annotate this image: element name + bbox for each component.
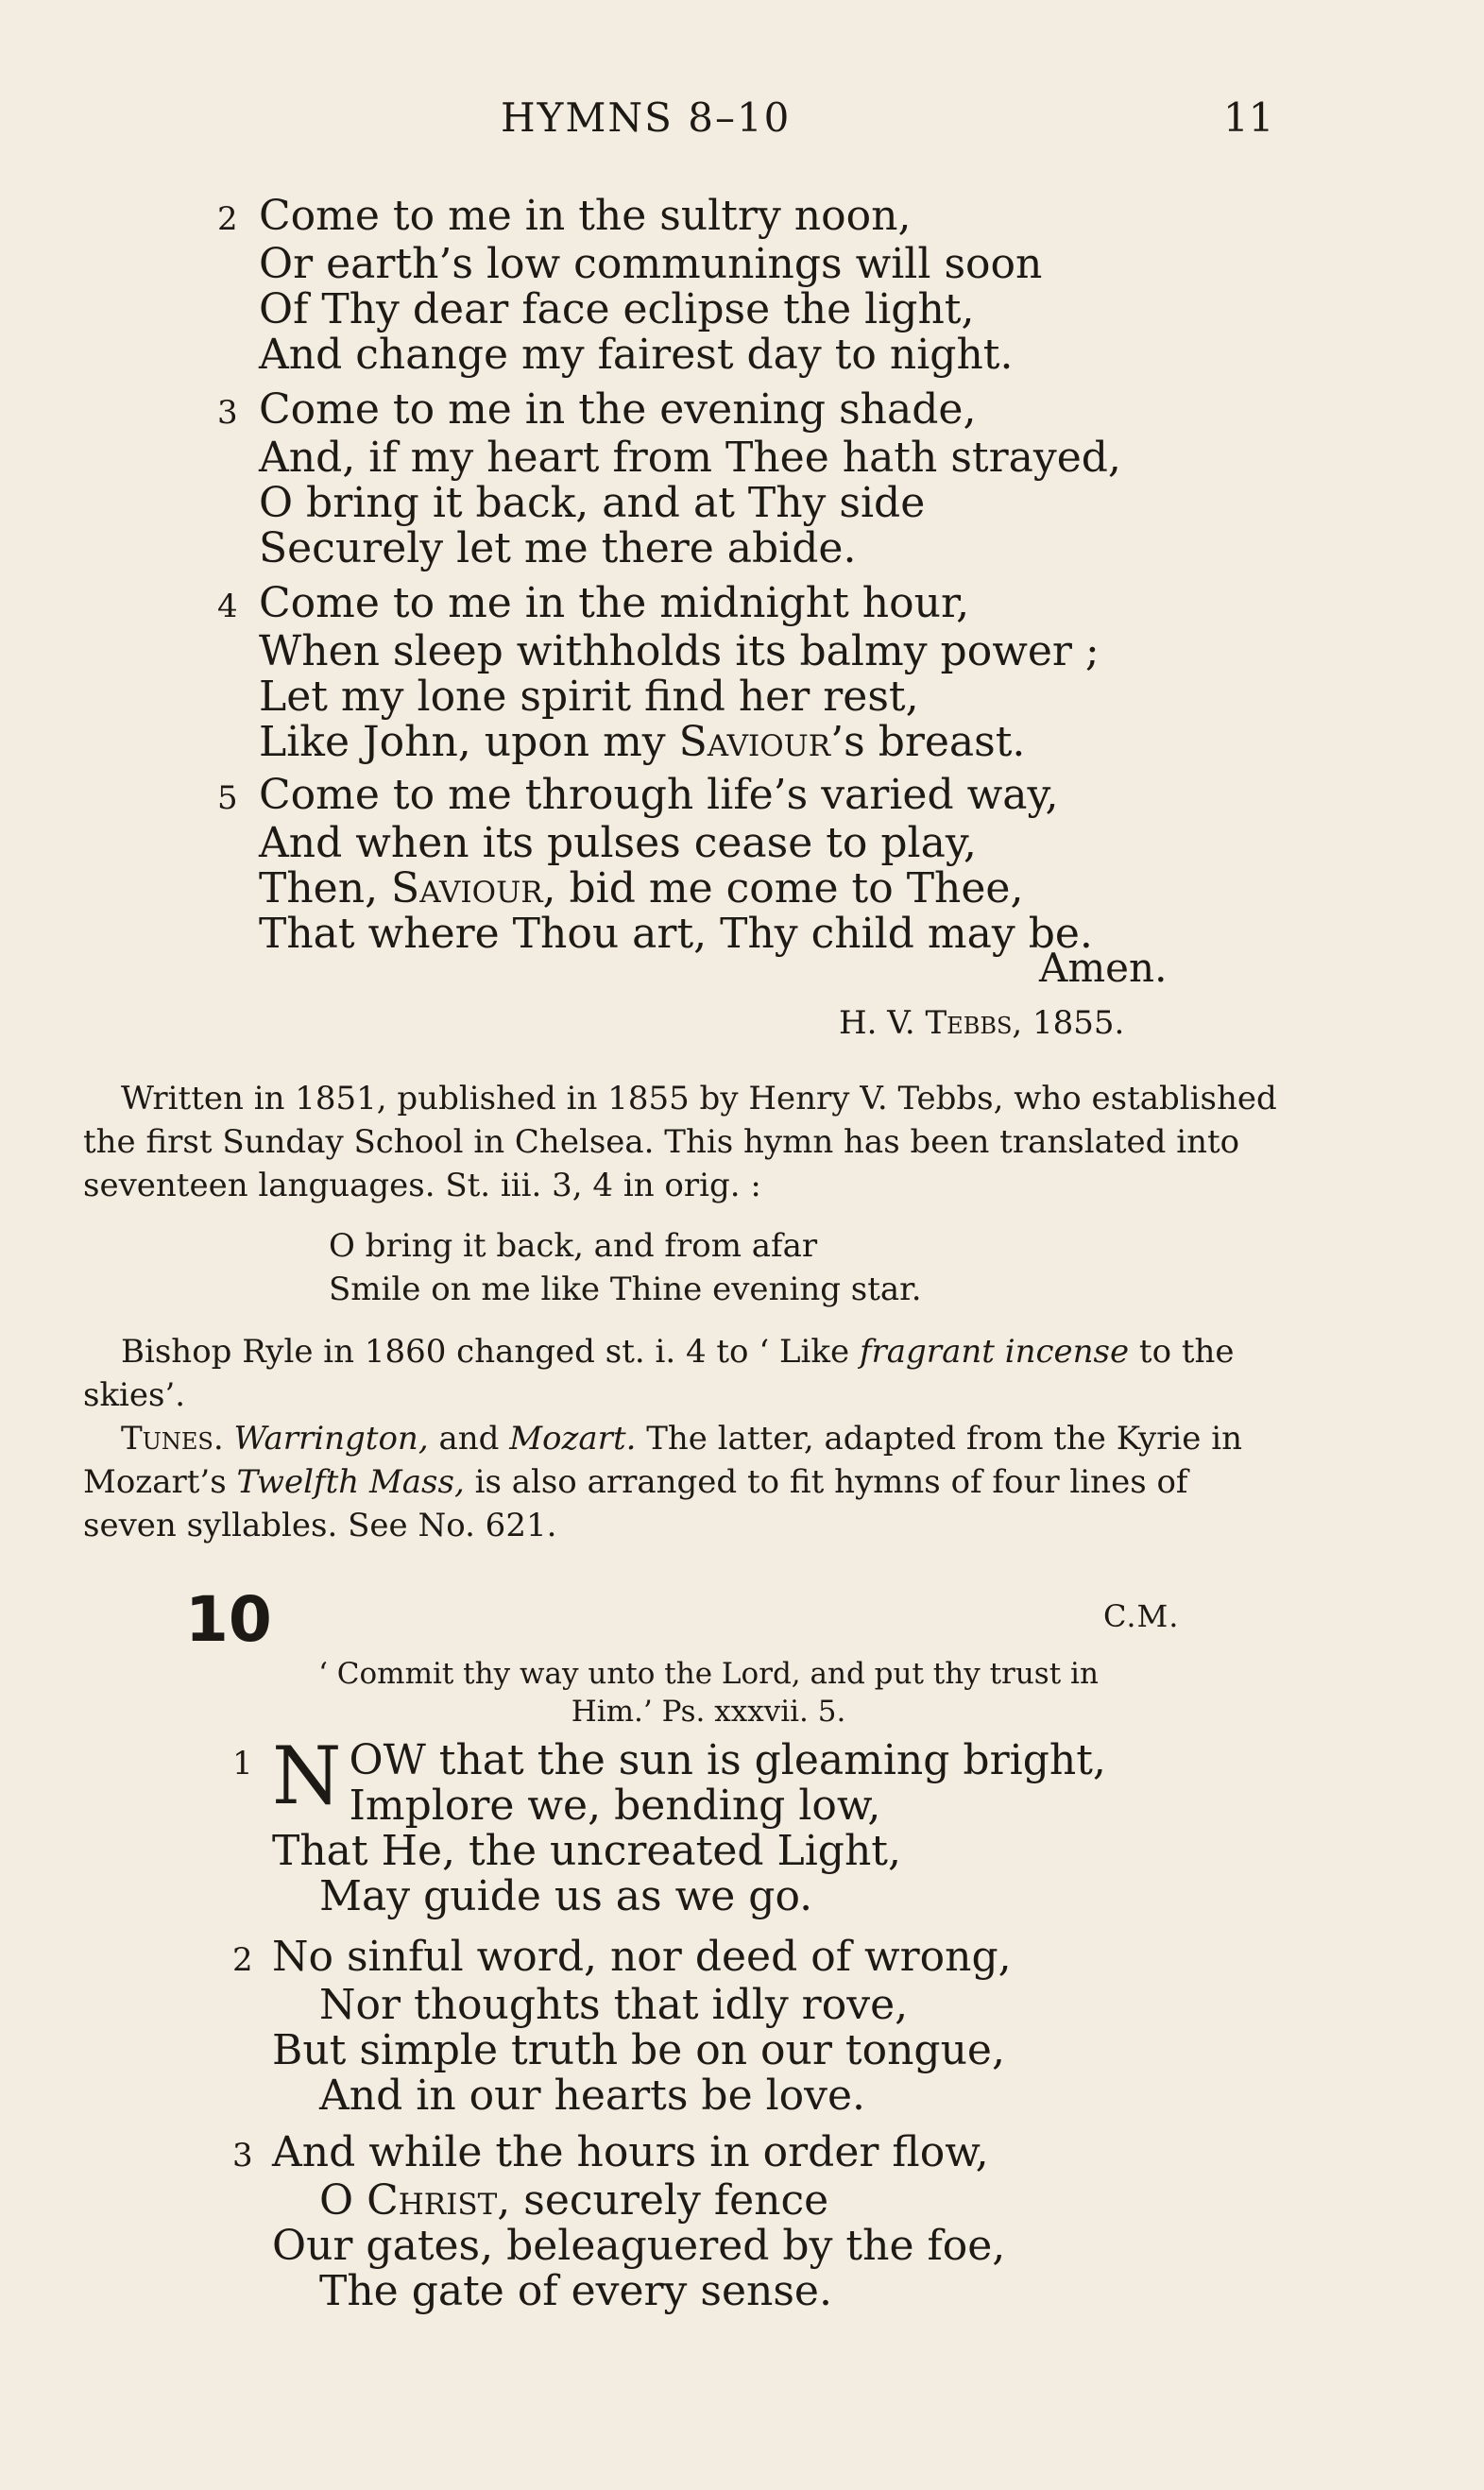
hymn10-stanza-1	[232, 1730, 1106, 1920]
running-title: HYMNS 8–10	[501, 94, 792, 141]
stanza-3	[217, 387, 1121, 571]
stanza-number: 5	[217, 779, 238, 817]
hymn-meter: C.M.	[1103, 1598, 1180, 1634]
verse-line: The gate of every sense.	[319, 2267, 832, 2315]
verse-line: Then,	[259, 864, 392, 912]
stanza-number: 4	[217, 588, 238, 625]
tune-name: Mozart.	[509, 1420, 637, 1458]
author-name: H. V. Tebbs	[839, 1004, 1013, 1042]
verse-line: That where Thou art, Thy child may be.	[259, 910, 1093, 958]
tunes-text-end: is also arranged to fit hymns of four lines of seven syllables. See No. 621.	[83, 1463, 1188, 1544]
verse-line: O bring it back, and at Thy side	[259, 479, 926, 527]
running-header	[0, 94, 1484, 151]
verse-line: Of Thy dear face eclipse the light,	[259, 285, 975, 333]
hymn10-stanza-2	[232, 1935, 1012, 2119]
stanza-5	[217, 773, 1093, 957]
verse-line: And, if my heart from Thee hath strayed,	[259, 434, 1121, 482]
verse-line: But simple truth be on our tongue,	[272, 2026, 1005, 2074]
drop-cap: N	[272, 1730, 342, 1822]
page-number: 11	[1223, 94, 1274, 141]
history-paragraph: Written in 1851, published in 1855 by Henry V. Tebbs, who established the first Sunday School in Chelsea. This hymn has been translated into seventeen languages. St. iii. 3, 4 in orig. :	[83, 1080, 1277, 1204]
stanza-number: 3	[217, 394, 238, 432]
tunes-and: and	[428, 1420, 510, 1458]
history-note	[83, 1077, 1283, 1207]
verse-line-end: ’s breast.	[830, 718, 1026, 766]
verse-line-end: , securely fence	[497, 2176, 829, 2225]
quote-line: O bring it back, and from afar	[329, 1227, 818, 1265]
verse-line-start: O	[319, 2176, 367, 2225]
epigraph-line: Him.’ Ps. xxxvii. 5.	[571, 1695, 846, 1729]
verse-line: Securely let me there abide.	[259, 524, 857, 572]
verse-line: Our gates, beleaguered by the foe,	[272, 2222, 1006, 2270]
original-text-quote	[329, 1224, 922, 1311]
verse-line: Nor thoughts that idly rove,	[319, 1981, 909, 2029]
verse-line: Come to me in the midnight hour,	[259, 579, 970, 627]
small-caps-name: Christ	[367, 2176, 498, 2225]
verse-line: When sleep withholds its balmy power ;	[259, 627, 1100, 675]
verse-line: Or earth’s low communings will soon	[259, 240, 1043, 288]
tunes-note	[83, 1417, 1283, 1547]
hymn10-stanza-3	[232, 2130, 1005, 2314]
amen: Amen.	[1039, 945, 1168, 991]
verse-line-end: , bid me come to Thee,	[542, 864, 1024, 912]
verse-line: That He, the uncreated Light,	[272, 1827, 901, 1875]
stanza-number: 2	[232, 1941, 253, 1979]
verse-line: Like John, upon my	[259, 718, 679, 766]
verse-line: And change my fairest day to night.	[259, 331, 1014, 379]
author-year: , 1855.	[1012, 1004, 1125, 1042]
mass-title: Twelfth Mass,	[236, 1463, 465, 1501]
epigraph-line: ‘ Commit thy way unto the Lord, and put thy trust in	[318, 1657, 1099, 1691]
stanza-number: 1	[232, 1745, 253, 1782]
tune-name: Warrington,	[233, 1420, 429, 1458]
small-caps-name: Saviour	[391, 864, 543, 912]
tunes-label: Tunes.	[121, 1420, 224, 1458]
stanza-4	[217, 581, 1100, 765]
ryle-italic: fragrant incense	[859, 1333, 1130, 1371]
stanza-2	[217, 194, 1042, 378]
scripture-epigraph	[227, 1655, 1190, 1731]
verse-line: Come to me in the sultry noon,	[259, 192, 912, 240]
hymn-number: 10	[185, 1583, 272, 1656]
verse-line: Let my lone spirit find her rest,	[259, 673, 919, 721]
verse-line: OW that the sun is gleaming bright,	[349, 1736, 1106, 1784]
verse-line: And in our hearts be love.	[319, 2072, 866, 2120]
verse-line: Come to me through life’s varied way,	[259, 771, 1059, 819]
quote-line: Smile on me like Thine evening star.	[329, 1271, 922, 1308]
verse-line: And when its pulses cease to play,	[259, 819, 977, 867]
verse-line: Come to me in the evening shade,	[259, 385, 977, 434]
small-caps-name: Saviour	[678, 718, 831, 766]
author-attribution	[839, 1004, 1124, 1042]
tunes-text: The latter, adapted from the Kyrie in Mozart’s	[83, 1420, 1242, 1501]
verse-line: Implore we, bending low,	[349, 1782, 881, 1830]
ryle-text-end: to the skies’.	[83, 1333, 1235, 1414]
verse-line: May guide us as we go.	[319, 1872, 813, 1920]
stanza-number: 3	[232, 2137, 253, 2174]
stanza-number: 2	[217, 200, 238, 238]
ryle-text: Bishop Ryle in 1860 changed st. i. 4 to ‘ Like	[121, 1333, 860, 1371]
verse-line: And while the hours in order flow,	[272, 2128, 989, 2176]
ryle-note	[83, 1330, 1283, 1417]
verse-line: No sinful word, nor deed of wrong,	[272, 1933, 1012, 1981]
